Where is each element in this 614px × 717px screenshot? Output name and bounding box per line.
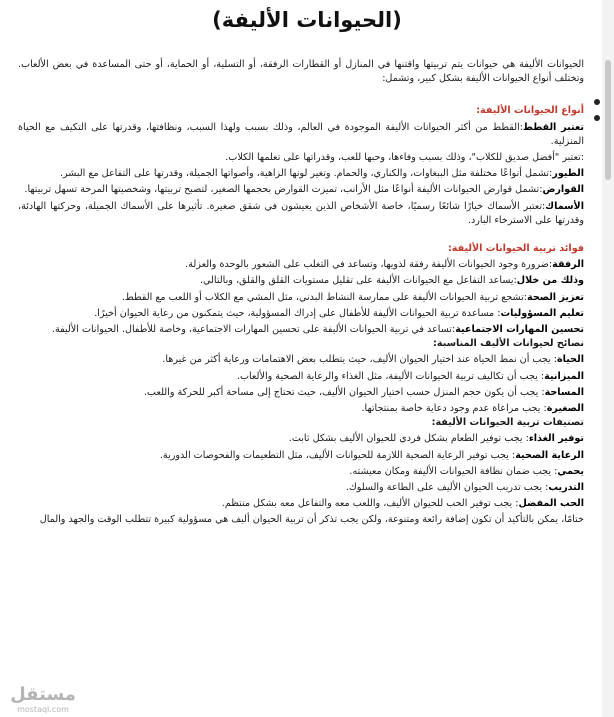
care-list (18, 432, 584, 511)
list-item (18, 432, 584, 446)
item-text: : يجب توفير الطعام بشكل فردي للحيوان الأليف بشكل ثابت. (288, 433, 529, 445)
item-term: الطيور (552, 168, 584, 180)
scrollbar[interactable] (602, 0, 614, 717)
item-term: يحمي (557, 465, 584, 477)
item-text: : يجب توفير الرعاية الصحية اللازمة للحيوانات الأليف، مثل التطعيمات والفحوصات الدورية. (159, 449, 516, 461)
item-term: الرفقة (552, 259, 584, 271)
item-text: :تعتبر الأسماك خيارًا شائعًا رسميًا، خاصة الأشخاص الذين يعيشون في شقق صغيرة. تأثيرها على الأسماك الجميلة، وحركتها الهادئة، وقدرتها على الاسترخاء البارد. (18, 200, 584, 226)
list-item (18, 481, 584, 495)
item-term: الحب المفضل (518, 498, 584, 510)
list-item (18, 200, 584, 228)
item-text: : يجب أن نمط الحياة عند اختيار الحيوان الأليف، حيث يتطلب بعض الاهتمامات ورعاية أكثر من غيرها. (162, 354, 557, 366)
item-term: القوارض (542, 184, 584, 196)
item-text: :تشمل قوارض الحيوانات الأليفة أنواعًا مثل الأرانب، تميزت القوارض بحجمها الصغير، لتصبح تربيتها، وشخصيتها المرحة تسهل تربيتها. (24, 184, 543, 196)
section-title-benefits: فوائد تربية الحيوانات الأليفة: (447, 243, 584, 255)
list-item (18, 402, 584, 416)
item-term: تحسين المهارات الاجتماعية (455, 324, 584, 336)
item-text: : يجب ضمان نظافة الحيوانات الأليفة ومكان معيشته. (349, 465, 558, 477)
item-text: :تعتبر "أفضل صديق للكلاب"، وذلك بسبب وفاءها، وحبها للعب، وقدراتها على تعلمها الكلاب. (225, 152, 584, 164)
watermark-arabic: مستقل (10, 684, 76, 705)
tips-list (18, 353, 584, 416)
item-term: الصغيرة (546, 403, 584, 415)
bullet-dot (594, 99, 600, 105)
item-text: :يساعد التفاعل مع الحيوانات الأليفة على تقليل مستويات القلق والقلق، وبالتالي. (199, 275, 517, 287)
watermark-logo (8, 685, 78, 715)
item-text: :ضرورة وجود الحيوانات الأليفة رفقة لذويها، وتساعد في التغلب على الشعور بالوحدة والعزلة. (185, 259, 553, 271)
watermark-latin: mostaql.com (17, 705, 69, 714)
types-list (18, 121, 584, 228)
item-text: : يجب توفير الحب للحيوان الأليف، واللعب معه والتفاعل معه بشكل منتظم. (221, 498, 519, 510)
item-term: تعزيز الصحة (527, 291, 584, 303)
list-item (18, 370, 584, 384)
list-item (18, 291, 584, 305)
list-item (18, 307, 584, 321)
item-text: :تشمل أنواعًا مختلفة مثل الببغاوات، والكناري، والحمام. وتغير لونها الزاهية، وأصواتها الجميلة، وقدرتها على التفاعل مع البشر. (59, 168, 553, 180)
item-term: تعتبر القطط (522, 121, 584, 133)
conclusion-paragraph: ختامًا، يمكن بالتأكيد أن تكون إضافة رائعة ومتنوعة، ولكن يجب تذكر أن تربية الحيوان أليف هي مسؤولية كبيرة تتطلب الوقت والجهد والمال (39, 514, 584, 526)
section-title-types: أنواع الحيوانات الأليفة: (476, 105, 584, 117)
item-term: الحياة (557, 354, 584, 366)
item-text: :القطط من أكثر الحيوانات الأليفة الموجودة في العالم، وذلك بسبب ولهذا السبب، ونظافتها، وقدرتها على التكيف مع الحياة المنزلية. (18, 121, 584, 147)
section-title-care: تصنيفات تربية الحيوانات الأليفة: (431, 417, 584, 429)
item-text: :تشجع تربية الحيوانات الأليفة على ممارسة النشاط البدني، مثل المشي مع الكلاب أو اللعب مع القطط. (121, 291, 528, 303)
intro-paragraph: الحيوانات الأليفة هي حيوانات يتم تربيتها واقتنها في المنازل أو القطارات الرفقة، أو التسلية، أو الحماية، أو حتى المساعدة في بعض الألعاب. وتختلف أنواع الحيوانات الأليفة بشكل كبير، وتشمل: (18, 59, 584, 85)
list-item (18, 121, 584, 149)
item-term: توفير الغذاء (528, 433, 584, 445)
item-term: التدريب (548, 482, 584, 494)
bullet-dot (594, 115, 600, 121)
list-item (18, 167, 584, 181)
document-body (18, 58, 584, 528)
list-item (18, 274, 584, 288)
scrollbar-thumb[interactable] (605, 60, 611, 180)
section-title-tips: نصائح لحيوانات الأليف المناسبة: (433, 338, 584, 350)
benefits-list (18, 258, 584, 337)
list-item (18, 386, 584, 400)
item-term: المساحة (544, 386, 584, 398)
item-term: وذلك من خلال (516, 275, 584, 287)
list-item (18, 449, 584, 463)
list-item (18, 183, 584, 197)
list-item (18, 353, 584, 367)
list-item (18, 151, 584, 165)
item-text: : يجب تدريب الحيوان الأليف على الطاعة والسلوك. (345, 482, 549, 494)
list-item (18, 258, 584, 272)
item-text: : مساعدة تربية الحيوانات الأليفة للأطفال على إدراك المسؤولية، حيث يتمكنون من رعاية الحيوان أخيرًا. (94, 307, 501, 319)
item-text: : يجب مراعاة عدم وجود دعاية خاصة بمنتجاتها. (361, 403, 547, 415)
page-title: (الحيوانات الأليفة) (212, 8, 402, 32)
list-item (18, 323, 584, 337)
item-term: الأسماك (545, 200, 584, 212)
list-item (18, 465, 584, 479)
item-term: تعليم المسؤوليات (500, 307, 584, 319)
item-text: :تساعد في تربية الحيوانات الأليفة على تحسين المهارات الاجتماعية، وخاصة للأطفال. الحيوانات الأليفة. (51, 324, 456, 336)
item-text: : يجب أن يكون حجم المنزل حسب اختيار الحيوان الأليف، حيث تحتاج إلى مساحة أكبر للحركة واللعب. (143, 386, 545, 398)
list-item (18, 497, 584, 511)
item-term: الميزانية (544, 370, 584, 382)
item-term: الرعاية الصحية (515, 449, 584, 461)
item-text: : يجب أن تكاليف تربية الحيوانات الأليفة، مثل الغذاء والرعاية الصحية والألعاب. (236, 370, 545, 382)
